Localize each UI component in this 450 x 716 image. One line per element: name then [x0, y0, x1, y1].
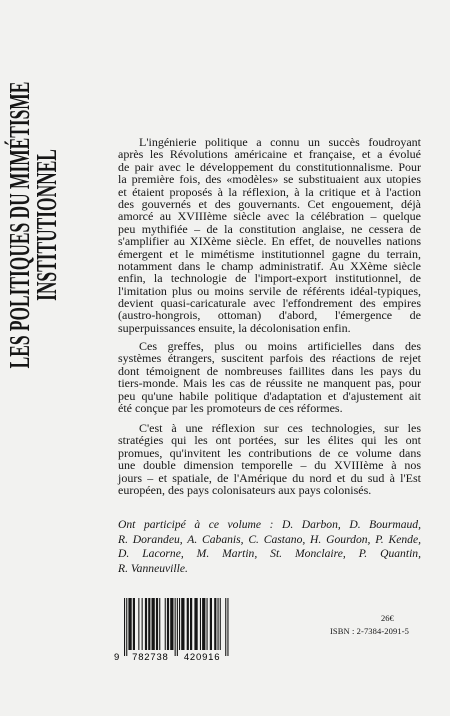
- blurb-line: devient quasi-caricaturale avec l'effondrement des empires: [118, 296, 421, 311]
- contributors-line: Ont participé à ce volume : D. Darbon, D. Bourmaud,: [118, 518, 421, 531]
- barcode-bar: [190, 598, 192, 650]
- barcode-bar: [175, 598, 176, 656]
- blurb-line: peu qu'une habile politique d'adaptation et d'ajustement ait: [118, 388, 421, 403]
- barcode-digits-right: 420916: [183, 652, 221, 663]
- blurb-line: émergent et le mimétisme institutionnel gagne du terrain,: [118, 246, 421, 261]
- contributors-line: D. Lacorne, M. Martin, St. Monclaire, P. Quantin,: [118, 547, 421, 561]
- blurb-line: la première fois, des «modèles» se substituaient aux utopies: [118, 172, 421, 187]
- barcode-bar: [225, 598, 226, 656]
- vertical-book-title: [4, 75, 63, 375]
- contributors-line: R. Vanneuville.: [118, 561, 188, 575]
- blurb-line: Ces greffes, plus ou moins artificielles dans des: [139, 339, 421, 353]
- blurb-line: tiers-monde. Mais les cas de réussite ne manquent pas, pour: [118, 376, 421, 391]
- barcode-bar: [133, 598, 135, 650]
- barcode-bar: [148, 598, 150, 650]
- barcode-bar: [152, 598, 155, 650]
- barcode-bar: [207, 598, 208, 650]
- blurb-line: une double dimension temporelle – du XVIIIème à nos: [118, 458, 421, 473]
- blurb-line: européen, des pays colonisateurs aux pays colonisés.: [118, 482, 372, 497]
- blurb-line: enfin, la technologie de l'import-export institutionnel, de: [118, 271, 421, 286]
- barcode-bar: [194, 598, 197, 650]
- blurb-line: promues, qu'invitent les contributions de ce volume dans: [118, 445, 421, 460]
- barcode-bar: [124, 598, 125, 656]
- barcode-bar: [126, 598, 127, 656]
- barcode-bar: [170, 598, 173, 650]
- barcode-bar: [165, 598, 166, 650]
- blurb-line: C'est à une réflexion sur ces technologies, sur les: [139, 421, 421, 435]
- blurb-line: superpuissances ensuite, la décolonisation enfin.: [118, 320, 351, 335]
- blurb-paragraph-3: [118, 422, 421, 496]
- barcode-bar: [128, 598, 131, 650]
- blurb-line: (austro-hongrois, ottoman) d'abord, l'émergence de: [118, 308, 421, 323]
- blurb-line: peu mythifiée – de la constitution anglaise, ne cessera de: [118, 221, 421, 236]
- blurb-line: été conçue par les promoteurs de ces réformes.: [118, 400, 343, 415]
- blurb-line: notamment dans le champ administratif. Au XXème siècle: [118, 258, 421, 273]
- barcode-bars: [124, 598, 229, 656]
- barcode-bar: [187, 598, 189, 650]
- blurb-line: des gouvernés et des gouvernants. Cet engouement, déjà: [118, 196, 421, 211]
- blurb-line: amorcé au XVIIIème siècle avec la célébration – quelque: [118, 209, 421, 224]
- blurb-line: systèmes étrangers, suscitent parfois des réactions de rejet: [118, 351, 421, 366]
- blurb-line: dont témoignent de nombreuses faillites dans les pays du: [118, 363, 421, 378]
- barcode-bar: [167, 598, 169, 650]
- blurb-paragraph-2: [118, 340, 421, 414]
- barcode-bar: [220, 598, 221, 650]
- barcode-bar: [214, 598, 216, 650]
- barcode-bar: [177, 598, 178, 656]
- title-line-1: LES POLITIQUES DU MIMÉTISME: [4, 81, 36, 369]
- barcode-bar: [227, 598, 228, 656]
- barcode-bar: [179, 598, 180, 650]
- title-line-2: INSTITUTIONNEL: [31, 149, 63, 301]
- barcode-bar: [210, 598, 212, 650]
- blurb-line: l'imitation plus ou moins servile de référents idéal-typiques,: [118, 283, 421, 298]
- barcode-bar: [202, 598, 205, 650]
- barcode-bar: [142, 598, 143, 650]
- barcode-bar: [218, 598, 219, 650]
- blurb-line: et étaient proposés à la réflexion, à la critique et à l'action: [118, 184, 421, 199]
- price-label: 26€: [381, 613, 394, 623]
- barcode-digit-lead: 9: [113, 652, 121, 663]
- blurb-line: L'ingénierie politique a connu un succès foudroyant: [139, 135, 421, 149]
- barcode-bar: [156, 598, 158, 650]
- blurb-line: de pair avec le développement du constitutionnalisme. Pour: [118, 159, 421, 174]
- barcode-bar: [138, 598, 139, 650]
- barcode-digits-left: 782738: [132, 652, 169, 663]
- blurb-line: stratégies qui les ont portées, sur les élites qui les ont: [118, 433, 421, 448]
- barcode-bar: [181, 598, 184, 650]
- blurb-line: après les Révolutions américaine et française, et a évolué: [118, 147, 421, 162]
- blurb-line: jours – et spatiale, de l'Amérique du nord et du sud à l'Est: [118, 470, 421, 485]
- blurb-line: s'amplifier au XIXème siècle. En effet, de nouvelles nations: [118, 234, 421, 249]
- contributors-list: [118, 518, 421, 576]
- barcode-bar: [145, 598, 147, 650]
- isbn-label: ISBN : 2-7384-2091-5: [330, 626, 409, 636]
- contributors-line: R. Dorandeu, A. Cabanis, C. Castano, H. Gourdon, P. Kende,: [118, 532, 421, 546]
- barcode-bar: [159, 598, 160, 650]
- blurb-paragraph-1: [118, 136, 421, 334]
- ean13-barcode: [112, 594, 236, 666]
- barcode-bar: [200, 598, 201, 650]
